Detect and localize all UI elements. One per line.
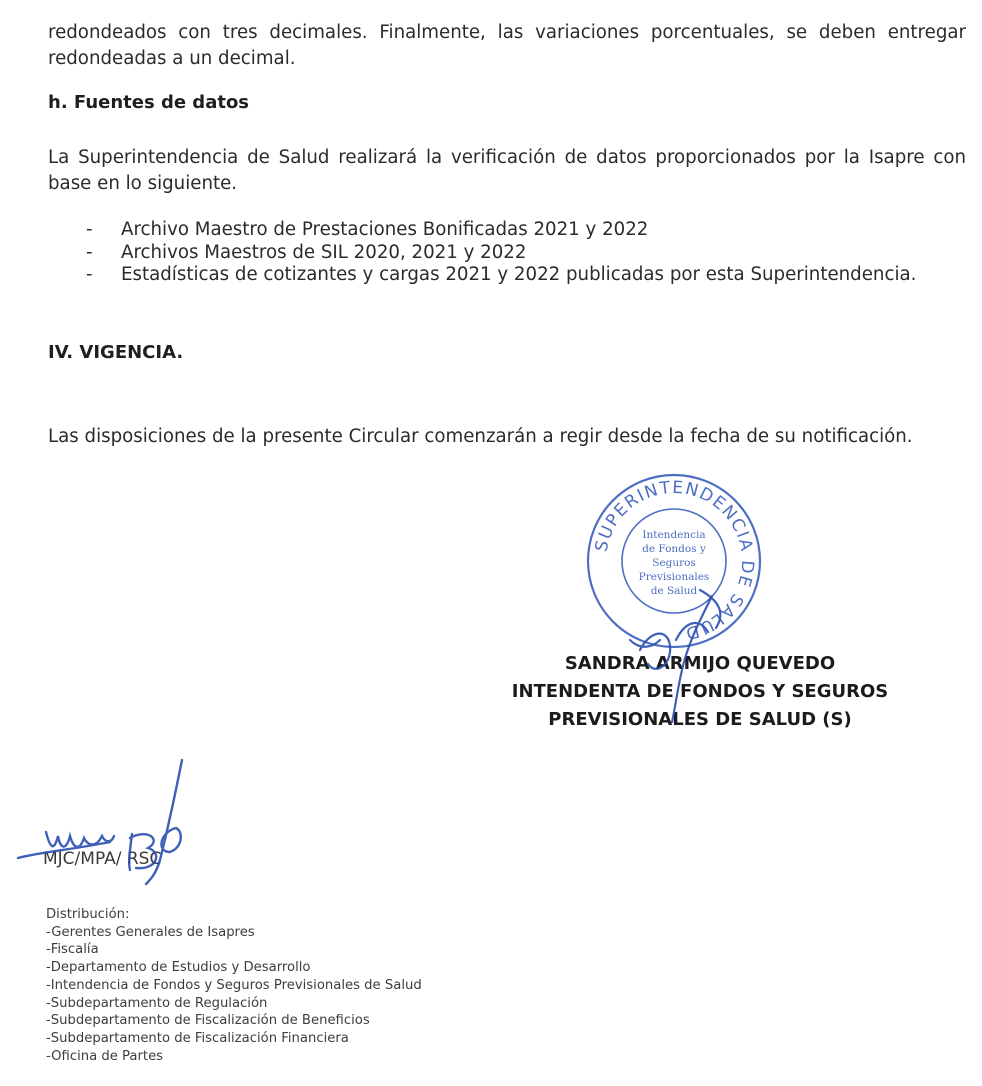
distribution-item: -Oficina de Partes (46, 1048, 164, 1064)
signatory-block (440, 650, 960, 734)
list-item (86, 219, 966, 242)
list-item (86, 264, 966, 287)
list-item-text: Archivo Maestro de Prestaciones Bonificadas 2021 y 2022 (121, 219, 649, 240)
list-item (86, 242, 966, 265)
section-iv-heading: IV. VIGENCIA. (48, 342, 184, 363)
list-item-text: Archivos Maestros de SIL 2020, 2021 y 2022 (121, 241, 527, 263)
distribution-item: -Subdepartamento de Fiscalización Financiera (46, 1030, 349, 1046)
stamp-inner-line: Seguros (652, 557, 696, 569)
official-seal-stamp (583, 470, 765, 652)
data-sources-list (86, 219, 966, 287)
list-item-text: Estadísticas de cotizantes y cargas 2021 y 2022 publicadas por esta Superintendencia. (121, 264, 917, 285)
stamp-inner-line: de Salud (650, 585, 698, 597)
bullet-dash: - (86, 241, 93, 263)
distribution-list (46, 906, 422, 1065)
distribution-item: -Subdepartamento de Regulación (46, 995, 268, 1011)
distribution-item: -Fiscalía (46, 942, 99, 958)
distribution-item: -Intendencia de Fondos y Seguros Previsionales de Salud (46, 977, 422, 993)
stamp-inner-line: Intendencia (642, 529, 706, 541)
bullet-dash: - (86, 219, 93, 240)
stamp-outer-text: SUPERINTENDENCIA DE SALUD (591, 477, 758, 644)
stamp-inner-line: Previsionales (638, 571, 710, 583)
distribution-item: -Departamento de Estudios y Desarrollo (46, 960, 311, 976)
signatory-name: SANDRA ARMIJO QUEVEDO (564, 653, 836, 674)
distribution-label: Distribución: (46, 907, 130, 922)
signatory-title-line: INTENDENTA DE FONDOS Y SEGUROS (511, 681, 889, 702)
distribution-item: -Subdepartamento de Fiscalización de Beneficios (46, 1013, 370, 1029)
distribution-item: -Gerentes Generales de Isapres (46, 924, 255, 940)
signatory-title-line: PREVISIONALES DE SALUD (S) (548, 709, 852, 730)
bullet-dash: - (86, 264, 93, 285)
section-iv-paragraph: Las disposiciones de la presente Circular comenzarán a regir desde la fecha de su notificación. (48, 426, 913, 447)
intro-paragraph: redondeados con tres decimales. Finalmente, las variaciones porcentuales, se deben entregar redondeadas a un decimal. (48, 22, 966, 69)
section-h-heading: h. Fuentes de datos (48, 92, 250, 113)
stamp-inner-line: de Fondos y (642, 543, 706, 555)
initials-reference: MJC/MPA/ RSC (43, 849, 162, 869)
section-h-paragraph: La Superintendencia de Salud realizará la verificación de datos proporcionados por la Isapre con base en lo siguiente. (48, 147, 966, 194)
